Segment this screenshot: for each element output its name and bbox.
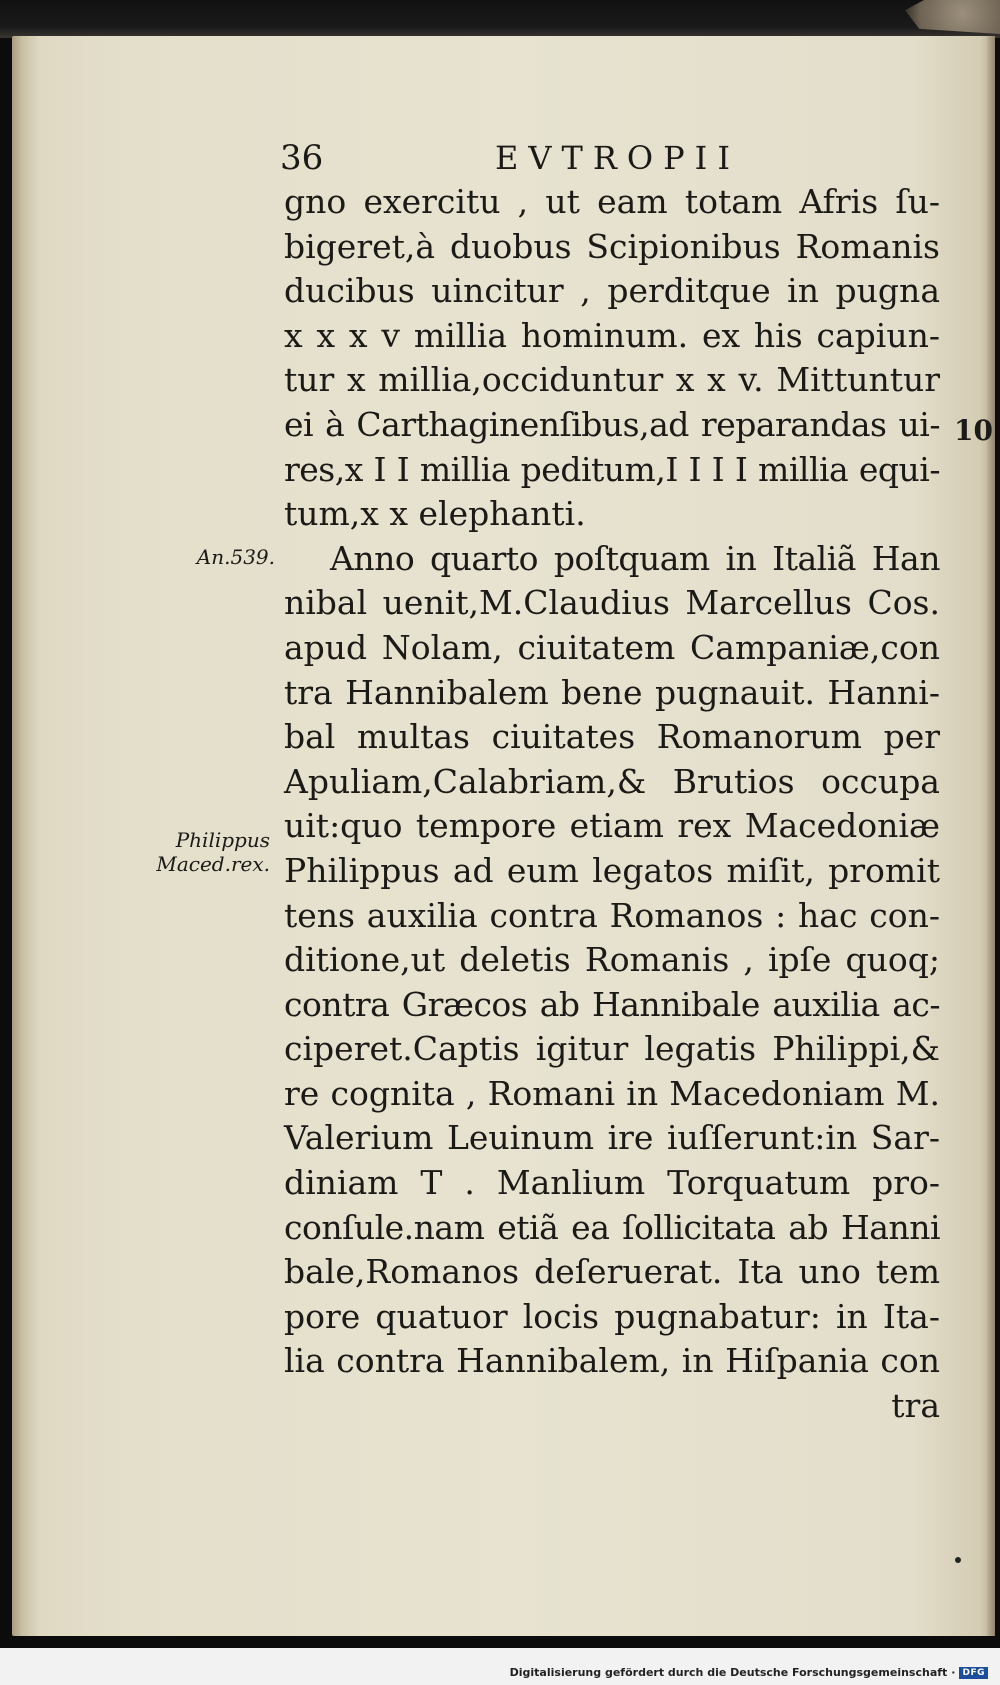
text-line: ei à Carthaginenſibus,ad reparandas ui- bbox=[284, 404, 940, 444]
text-line: ciperet.Captis igitur legatis Philippi,& bbox=[284, 1029, 940, 1069]
text-line: uit:quo tempore etiam rex Macedoniæ bbox=[284, 806, 940, 846]
text-line: Valerium Leuinum ire iuſſerunt:in Sar- bbox=[284, 1118, 940, 1158]
scan-footer bbox=[0, 1636, 1000, 1685]
text-line: ditione,ut deletis Romanis , ipſe quoq; bbox=[284, 940, 940, 980]
text-line: x x x v millia hominum. ex his capiun- bbox=[284, 315, 940, 355]
text-line: apud Nolam, ciuitatem Campaniæ,con bbox=[284, 627, 940, 667]
text-line: gno exercitu , ut eam totam Afris ſu- bbox=[284, 182, 940, 221]
text-line: lia contra Hannibalem, in Hiſpania con bbox=[284, 1341, 940, 1381]
text-line: tens auxilia contra Romanos : hac con- bbox=[284, 895, 940, 935]
ink-speck bbox=[955, 1557, 961, 1563]
margin-note-philippus bbox=[125, 828, 270, 876]
text-line: conſule.nam etiã ea ſollicitata ab Hanni bbox=[284, 1207, 940, 1247]
catchword: tra bbox=[891, 1386, 940, 1426]
text-line: bigeret,à duobus Scipionibus Romanis bbox=[284, 226, 940, 266]
margin-note-year: An.539. bbox=[196, 545, 275, 569]
scan-top-border bbox=[0, 0, 1000, 38]
text-line: Philippus ad eum legatos miſit, promit bbox=[284, 850, 940, 890]
text-line: tra Hannibalem bene pugnauit. Hanni- bbox=[284, 672, 940, 712]
text-line: Apuliam,Calabriam,& Brutios occupa bbox=[284, 761, 940, 801]
text-line: re cognita , Romani in Macedoniam M. bbox=[284, 1073, 940, 1113]
text-line: diniam T . Manlium Torquatum pro- bbox=[284, 1163, 940, 1203]
text-line: contra Græcos ab Hannibale auxilia ac- bbox=[284, 984, 940, 1024]
digitization-credit: Digitalisierung gefördert durch die Deutsche Forschungsgemeinschaft · DFG bbox=[510, 1666, 988, 1679]
text-line: bal multas ciuitates Romanorum per bbox=[284, 717, 940, 757]
text-line: pore quatuor locis pugnabatur: in Ita- bbox=[284, 1296, 940, 1336]
text-line: tur x millia,occiduntur x x v. Mittuntur bbox=[284, 360, 940, 400]
body-text bbox=[284, 180, 940, 1429]
credit-text: Digitalisierung gefördert durch die Deutsche Forschungsgemeinschaft bbox=[509, 1666, 948, 1679]
text-line: tum,x x elephanti. bbox=[284, 494, 586, 534]
text-line: bale,Romanos deſeruerat. Ita uno tem bbox=[284, 1252, 940, 1292]
running-title: EVTROPII bbox=[495, 139, 740, 177]
margin-line-number: 10 bbox=[954, 414, 993, 447]
text-line: Anno quarto poſtquam in Italiã Han bbox=[330, 538, 940, 578]
page-number: 36 bbox=[280, 138, 324, 178]
scan-bottom-border bbox=[0, 1636, 1000, 1648]
torn-page-corner bbox=[905, 0, 1000, 34]
page-header bbox=[280, 138, 940, 178]
text-line: res,x I I millia peditum,I I I I millia equi- bbox=[284, 449, 940, 489]
margin-note-line: Maced.rex. bbox=[156, 852, 270, 876]
dfg-logo-icon: DFG bbox=[959, 1667, 988, 1679]
margin-note-line: Philippus bbox=[175, 828, 270, 852]
text-line: ducibus uincitur , perditque in pugna bbox=[284, 271, 940, 311]
page-edge bbox=[987, 36, 995, 1636]
text-line: nibal uenit,M.Claudius Marcellus Cos. bbox=[284, 583, 940, 623]
